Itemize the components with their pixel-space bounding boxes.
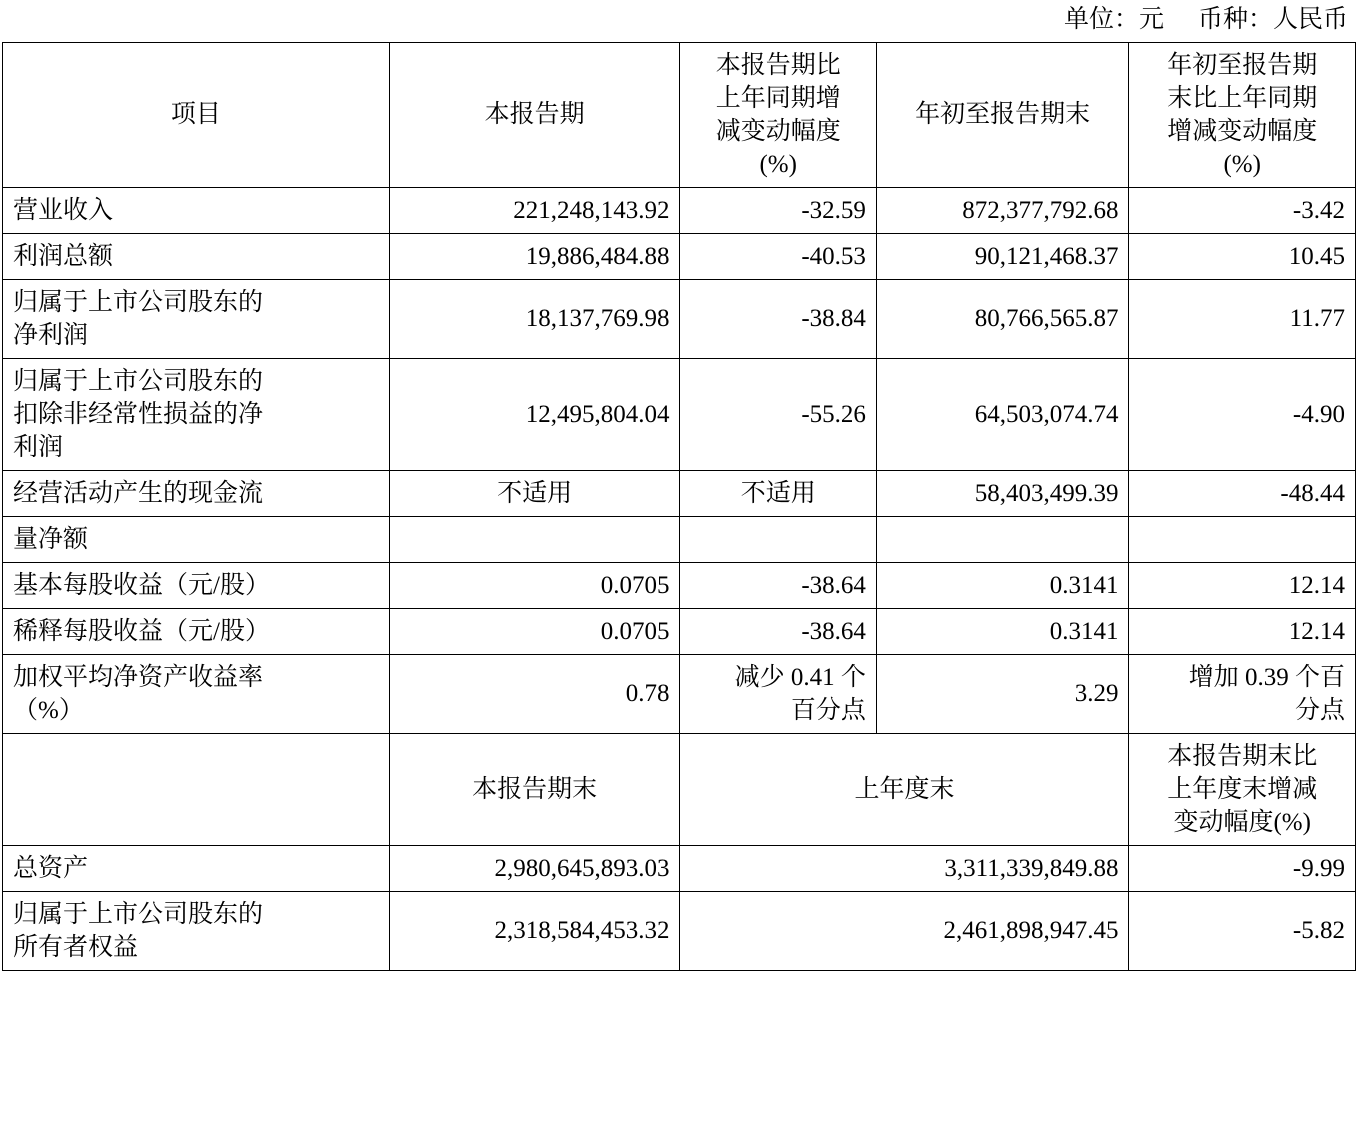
cell-ytd-change: [1129, 516, 1356, 562]
row-label-text: 归属于上市公司股东的 净利润: [13, 288, 264, 349]
table-row: [3, 470, 1356, 516]
quarterly-financial-table: [2, 42, 1356, 971]
cell-ytd-change: 12.14: [1129, 562, 1356, 608]
col-header-last-year-end: 上年度末: [680, 733, 1129, 845]
cell-current-change: [680, 654, 876, 733]
cell-current-period: 18,137,769.98: [389, 279, 680, 358]
row-label: 稀释每股收益（元/股）: [3, 608, 390, 654]
unit-label: 单位：元: [1063, 6, 1164, 33]
row-label: [3, 891, 390, 970]
table-row: [3, 279, 1356, 358]
cell-current-period: 19,886,484.88: [389, 233, 680, 279]
cell-ytd: 0.3141: [876, 562, 1129, 608]
cell-current-change: 不适用: [680, 470, 876, 516]
cell-last-year-end: 2,461,898,947.45: [680, 891, 1129, 970]
cell-ytd: 90,121,468.37: [876, 233, 1129, 279]
cell-current-change: -38.84: [680, 279, 876, 358]
row-label-text: 加权平均净资产收益率 （%）: [13, 663, 264, 724]
cell-current-change: -40.53: [680, 233, 876, 279]
cell-ytd: 58,403,499.39: [876, 470, 1129, 516]
cell-ytd-change: -48.44: [1129, 470, 1356, 516]
col-header-ytd-change-label: 年初至报告期 末比上年同期 增减变动幅度 (%): [1167, 51, 1318, 178]
table-row: [3, 845, 1356, 891]
cell-current-change: -55.26: [680, 358, 876, 470]
cell-current-period: 0.0705: [389, 562, 680, 608]
cell-current-period: [389, 516, 680, 562]
row-label: [3, 654, 390, 733]
cell-change: -5.82: [1129, 891, 1356, 970]
table-row: [3, 358, 1356, 470]
cell-ytd-change: 10.45: [1129, 233, 1356, 279]
cell-ytd: 64,503,074.74: [876, 358, 1129, 470]
col-header-ytd-label: 年初至报告期末: [915, 101, 1091, 128]
row-label-text: 归属于上市公司股东的 扣除非经常性损益的净 利润: [13, 367, 264, 461]
col-header-change-label: 本报告期末比 上年度末增减 变动幅度(%): [1167, 742, 1318, 836]
table-row: [3, 562, 1356, 608]
cell-last-year-end: 3,311,339,849.88: [680, 845, 1129, 891]
currency-label: 币种：人民币: [1197, 6, 1348, 33]
row-label: 营业收入: [3, 187, 390, 233]
cell-current-period: 0.0705: [389, 608, 680, 654]
cell-current-period: 0.78: [389, 654, 680, 733]
table-row: [3, 516, 1356, 562]
cell-current-change: -32.59: [680, 187, 876, 233]
cell-current-period: 不适用: [389, 470, 680, 516]
cell-period-end: 2,980,645,893.03: [389, 845, 680, 891]
row-label: 总资产: [3, 845, 390, 891]
unit-currency-note: [0, 0, 1358, 42]
cell-period-end: 2,318,584,453.32: [389, 891, 680, 970]
cell-ytd-change: [1129, 654, 1356, 733]
row-label: 基本每股收益（元/股）: [3, 562, 390, 608]
table-row: [3, 233, 1356, 279]
table2-header-row: [3, 733, 1356, 845]
col-header-change: [1129, 733, 1356, 845]
table-row: [3, 187, 1356, 233]
cell-ytd-change: 11.77: [1129, 279, 1356, 358]
cell-ytd-change: -4.90: [1129, 358, 1356, 470]
cell-ytd: 0.3141: [876, 608, 1129, 654]
table-row: [3, 891, 1356, 970]
cell-ytd: 872,377,792.68: [876, 187, 1129, 233]
cell-current-change: [680, 516, 876, 562]
col-header-current-period: [389, 42, 680, 187]
table-row: [3, 608, 1356, 654]
col-header-item-2: [3, 733, 390, 845]
table-row: [3, 654, 1356, 733]
cell-current-period: 221,248,143.92: [389, 187, 680, 233]
col-header-current-change-label: 本报告期比 上年同期增 减变动幅度 (%): [715, 51, 841, 178]
col-header-ytd: [876, 42, 1129, 187]
col-header-period-end: 本报告期末: [389, 733, 680, 845]
col-header-current-period-label: 本报告期: [484, 101, 585, 128]
row-label: [3, 358, 390, 470]
row-label: [3, 279, 390, 358]
cell-ytd-change: 12.14: [1129, 608, 1356, 654]
row-label: 利润总额: [3, 233, 390, 279]
col-header-item-label: 项目: [170, 101, 221, 128]
row-label: 量净额: [3, 516, 390, 562]
row-label: 经营活动产生的现金流: [3, 470, 390, 516]
cell-ytd: [876, 516, 1129, 562]
col-header-item: [3, 42, 390, 187]
table-header-row: [3, 42, 1356, 187]
cell-current-change: -38.64: [680, 562, 876, 608]
cell-ytd: 80,766,565.87: [876, 279, 1129, 358]
row-label-text: 归属于上市公司股东的 所有者权益: [13, 900, 264, 961]
cell-current-change-text: 减少 0.41 个 百分点: [734, 663, 866, 724]
cell-ytd-change-text: 增加 0.39 个百 分点: [1188, 663, 1345, 724]
cell-change: -9.99: [1129, 845, 1356, 891]
cell-ytd: 3.29: [876, 654, 1129, 733]
cell-ytd-change: -3.42: [1129, 187, 1356, 233]
cell-current-change: -38.64: [680, 608, 876, 654]
col-header-ytd-change: [1129, 42, 1356, 187]
cell-current-period: 12,495,804.04: [389, 358, 680, 470]
col-header-current-change: [680, 42, 876, 187]
